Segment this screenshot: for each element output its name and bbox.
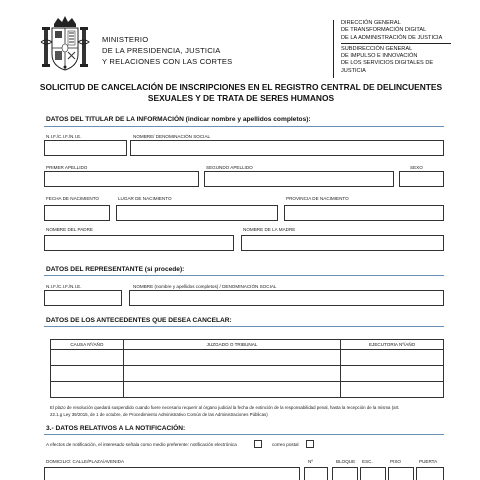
section-divider: [44, 326, 444, 327]
table-header: JUZGADO O TRIBUNAL: [123, 340, 340, 350]
numero-field[interactable]: [304, 467, 328, 480]
table-header: EJECUTORIA Nº/AÑO: [341, 340, 444, 350]
section-title-representante: DATOS DEL REPRESENTANTE (si procede):: [46, 266, 185, 273]
sexo-label: SEXO: [410, 165, 423, 170]
ministry-line: Y RELACIONES CON LAS CORTES: [102, 57, 233, 66]
correo-postal-label: correo postal: [272, 442, 299, 447]
segundo-apellido-field[interactable]: [204, 171, 394, 187]
note-line: 22.1.g Ley 39/2015, de 1 de octubre, de Procedimiento Administrativo Común de las Administraciones Públicas): [50, 411, 268, 417]
antecedentes-table: [50, 339, 444, 398]
provincia-nacimiento-label: PROVINCIA DE NACIMIENTO: [286, 196, 349, 201]
bloque-field[interactable]: [332, 467, 358, 480]
dept-line: DE LA ADMINISTRACIÓN DE JUSTICIA: [341, 34, 443, 41]
form-title-line: SEXUALES Y DE TRATA DE SERES HUMANOS: [147, 92, 335, 103]
table-cell[interactable]: [123, 366, 340, 382]
nombre-padre-field[interactable]: [44, 235, 234, 251]
dept-line: DE TRANSFORMACIÓN DIGITAL: [341, 27, 427, 34]
section-title-antecedentes: DATOS DE LOS ANTECEDENTES QUE DESEA CANCELAR:: [46, 317, 232, 324]
rep-nif-label: N.I.F./C.I.F./N.I.E.: [46, 284, 82, 289]
piso-field[interactable]: [388, 467, 414, 480]
department-box: [333, 20, 451, 78]
provincia-nacimiento-field[interactable]: [284, 205, 444, 221]
section-divider: [44, 434, 444, 435]
section-divider: [44, 275, 444, 276]
segundo-apellido-label: SEGUNDO APELLIDO: [206, 165, 253, 170]
form-title: [20, 82, 462, 103]
sexo-field[interactable]: [399, 171, 444, 187]
nif-label: N.I.F./C.I.F./N.I.E.: [46, 134, 82, 139]
dept-divider: [341, 43, 451, 44]
section-title-notificacion: 3.- DATOS RELATIVOS A LA NOTIFICACIÓN:: [46, 425, 186, 432]
esc-label: ESC.: [362, 459, 373, 464]
electronic-notification-checkbox[interactable]: [254, 440, 262, 448]
table-cell[interactable]: [51, 382, 124, 398]
nombre-label: NOMBRE/ DENOMINACIÓN SOCIAL: [133, 134, 211, 139]
bloque-label: BLOQUE: [336, 459, 356, 464]
table-cell[interactable]: [341, 382, 444, 398]
lugar-nacimiento-field[interactable]: [116, 205, 278, 221]
rep-nombre-field[interactable]: [129, 290, 444, 306]
postal-mail-checkbox[interactable]: [306, 440, 314, 448]
coat-of-arms-logo: [40, 14, 90, 74]
table-cell[interactable]: [51, 350, 124, 366]
table-row: [51, 382, 444, 398]
puerta-label: PUERTA: [419, 459, 438, 464]
puerta-field[interactable]: [416, 467, 444, 480]
dept-line: DE LOS SERVICIOS DIGITALES DE JUSTICIA: [341, 60, 434, 74]
dept-line: DE IMPULSO E INNOVACIÓN: [341, 53, 418, 60]
dept-line: DIRECCIÓN GENERAL: [341, 20, 401, 26]
table-cell[interactable]: [341, 350, 444, 366]
table-header: CAUSA Nº/AÑO: [51, 340, 124, 350]
nombre-madre-field[interactable]: [241, 235, 444, 251]
table-row: [51, 350, 444, 366]
dept-line: SUBDIRECCIÓN GENERAL: [341, 45, 413, 52]
lugar-nacimiento-label: LUGAR DE NACIMIENTO: [118, 196, 172, 201]
nombre-field[interactable]: [130, 140, 444, 156]
rep-nif-field[interactable]: [44, 290, 122, 306]
table-cell[interactable]: [341, 366, 444, 382]
nombre-padre-label: NOMBRE DEL PADRE: [46, 227, 93, 232]
fecha-nacimiento-label: FECHA DE NACIMIENTO: [46, 196, 100, 201]
table-cell[interactable]: [123, 350, 340, 366]
table-cell[interactable]: [123, 382, 340, 398]
section-divider: [44, 126, 444, 127]
esc-field[interactable]: [360, 467, 386, 480]
ministry-name: [102, 34, 232, 67]
primer-apellido-label: PRIMER APELLIDO: [46, 165, 88, 170]
primer-apellido-field[interactable]: [44, 171, 199, 187]
rep-nombre-label: NOMBRE (nombre y apellidos completos) / DENOMINACIÓN SOCIAL: [133, 284, 277, 289]
form-title-line: SOLICITUD DE CANCELACIÓN DE INSCRIPCIONES EN EL REGISTRO CENTRAL DE DELINCUENTES: [39, 82, 443, 92]
ministry-line: MINISTERIO: [102, 35, 149, 44]
domicilio-field[interactable]: [44, 467, 300, 480]
efectos-label: A efectos de notificación, el interesado señala como medio preferente: notificación electrónica: [46, 442, 237, 447]
piso-label: PISO: [390, 459, 401, 464]
ministry-line: DE LA PRESIDENCIA, JUSTICIA: [102, 46, 221, 55]
fecha-nacimiento-field[interactable]: [44, 205, 110, 221]
nombre-madre-label: NOMBRE DE LA MADRE: [243, 227, 296, 232]
numero-label: Nº: [308, 459, 313, 464]
section-title-titular: DATOS DEL TITULAR DE LA INFORMACIÓN (indicar nombre y apellidos completos):: [46, 116, 311, 123]
nif-field[interactable]: [44, 140, 127, 156]
domicilio-label: DOMICILIO: CALLE/PLAZA/AVENIDA: [46, 459, 125, 464]
resolution-note: [50, 405, 450, 418]
table-cell[interactable]: [51, 366, 124, 382]
table-row: [51, 366, 444, 382]
note-line: El plazo de resolución quedará suspendido cuando fuere necesario requerir al órgano judicial la fecha de extinción de la responsabilidad penal, hasta la recepción de la misma (art.: [50, 405, 400, 410]
